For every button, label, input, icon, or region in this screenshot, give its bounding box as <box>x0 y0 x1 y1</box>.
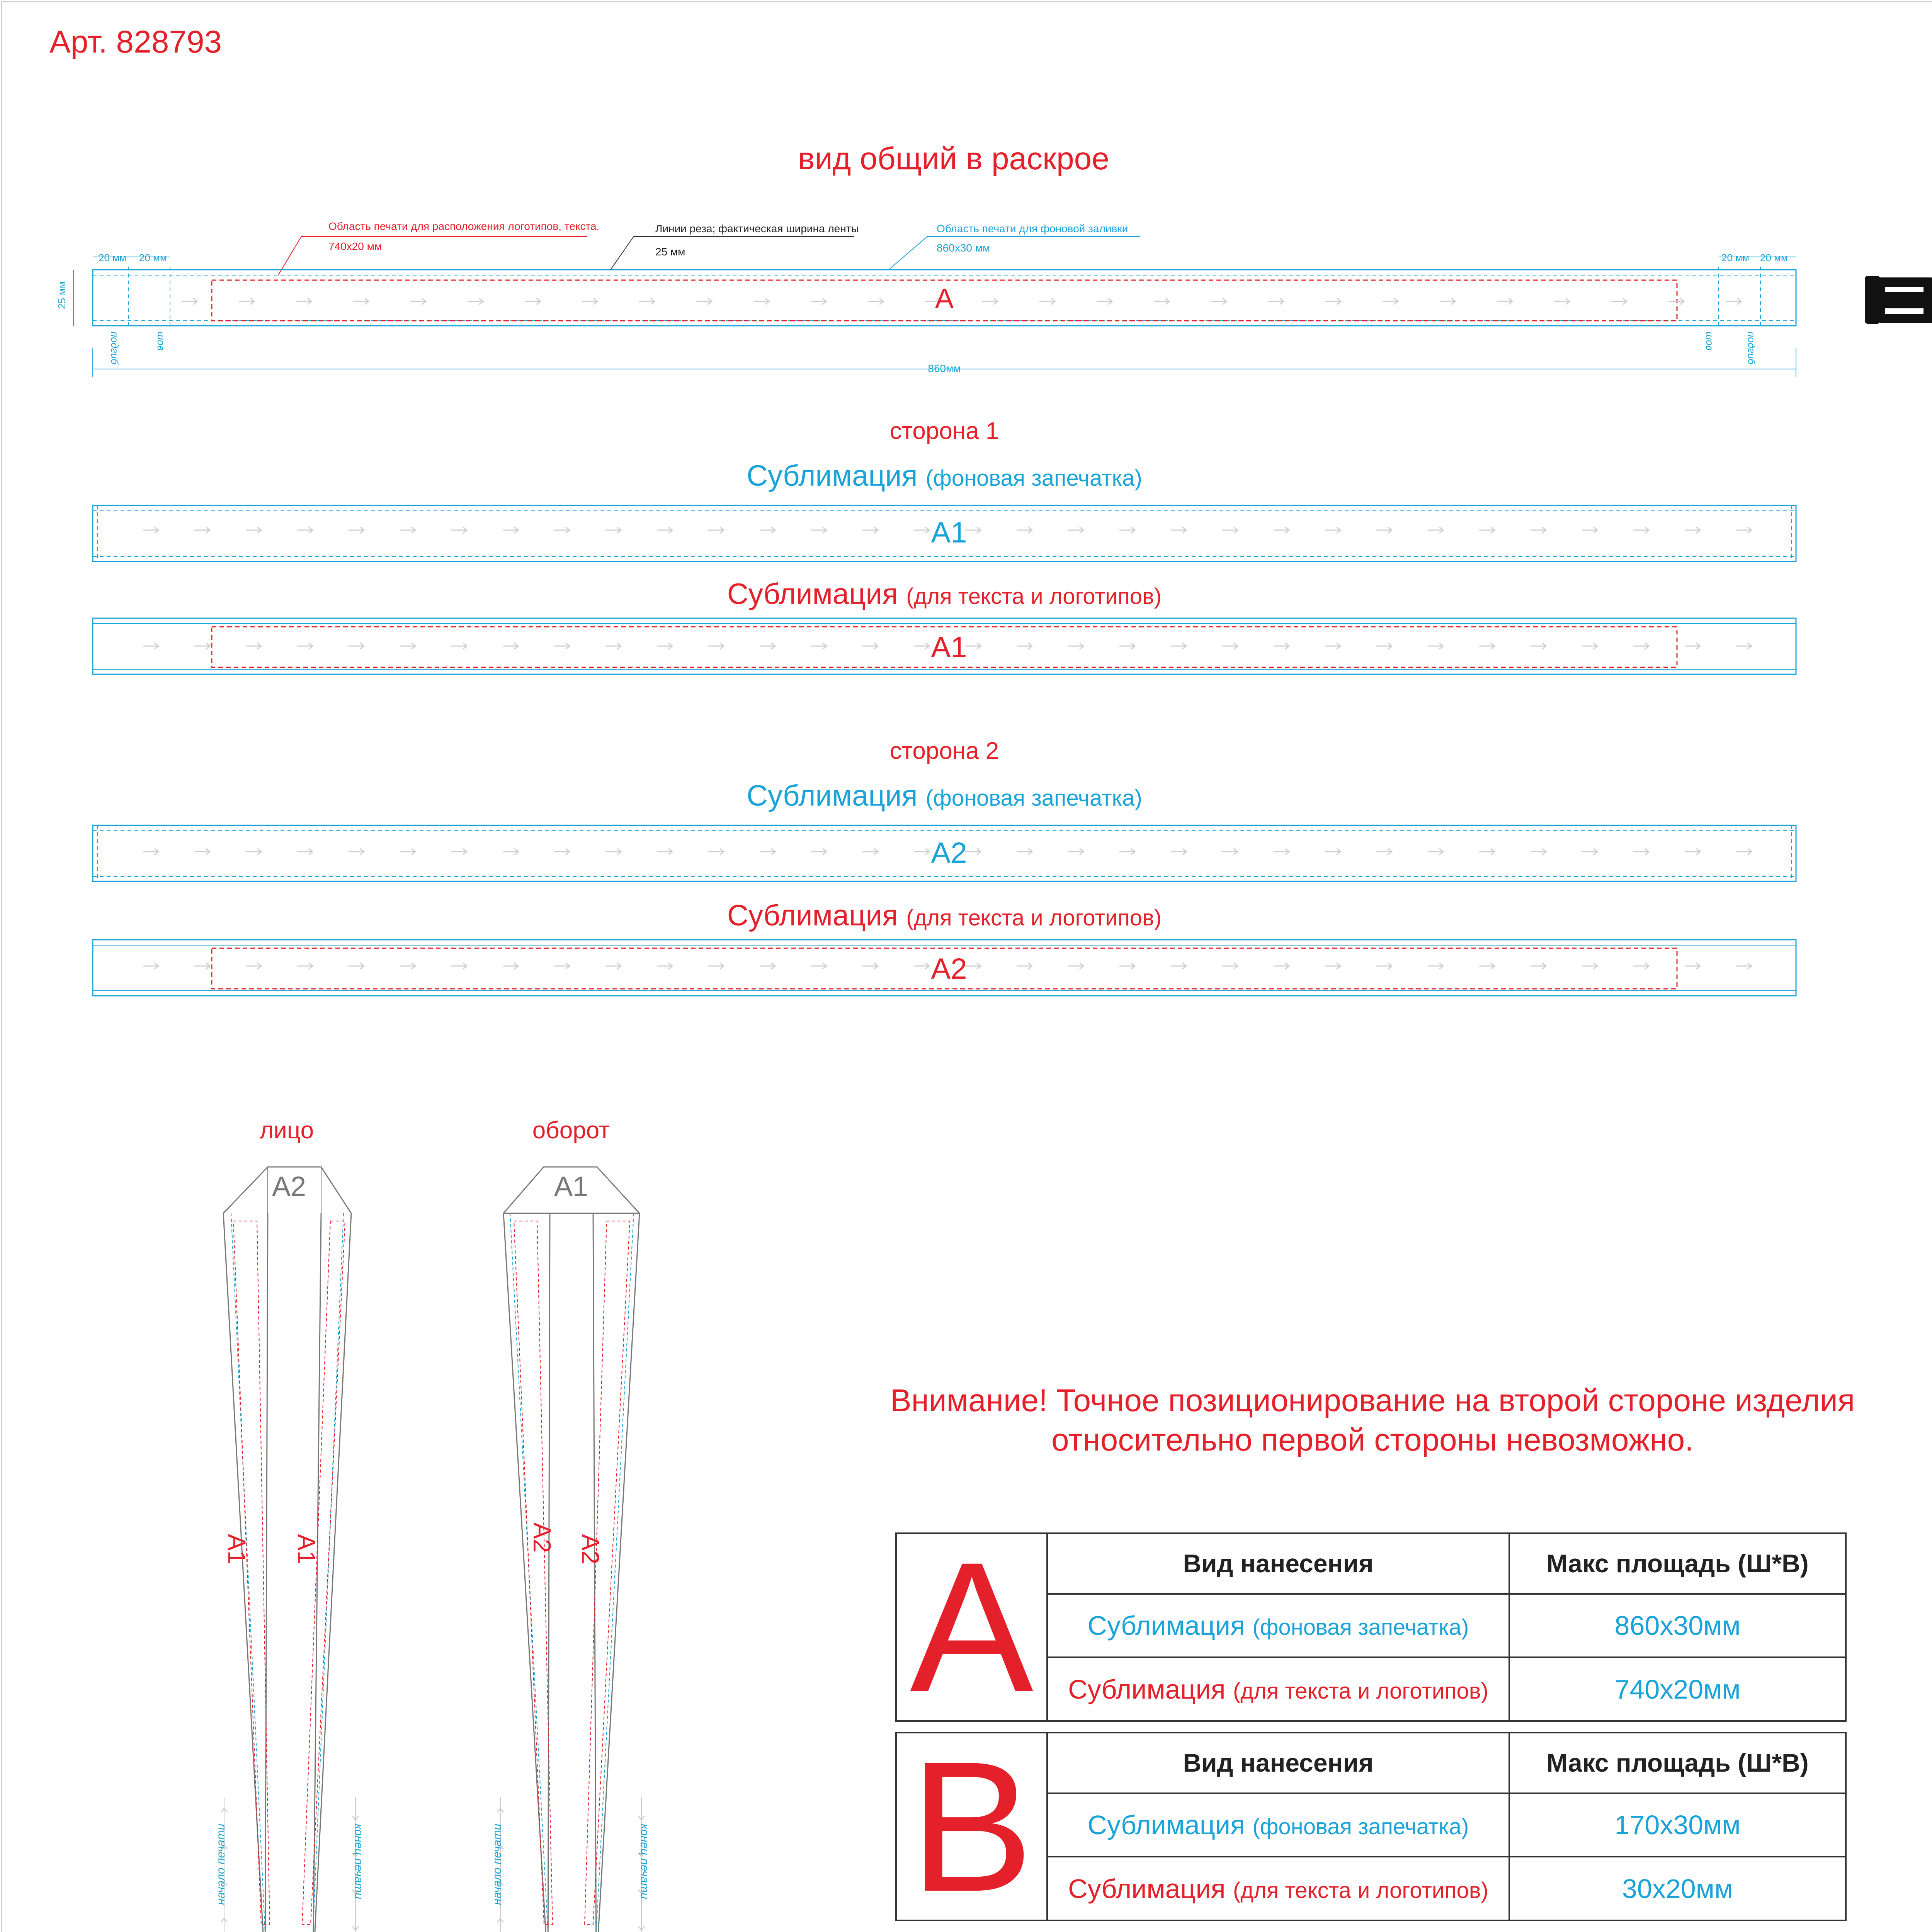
direction-arrow <box>1325 849 1340 855</box>
direction-arrow <box>451 849 467 855</box>
table-b-letter: B <box>896 1733 1047 1920</box>
direction-arrow <box>1531 527 1546 533</box>
direction-arrow <box>1171 849 1186 855</box>
side1-logo-zone: A1 <box>931 631 967 664</box>
table-a-row2-method-note: (для текста и логотипов) <box>1233 1678 1488 1704</box>
front-print-end: конец печати <box>352 1824 365 1899</box>
direction-arrow <box>400 527 415 533</box>
table-a-row2-method <box>1047 1657 1509 1721</box>
table-b-row1-area: 170x30мм <box>1509 1793 1846 1857</box>
table-b-row2-area: 30x20мм <box>1509 1857 1846 1920</box>
direction-arrow <box>194 963 210 969</box>
table-b-row2-method-name: Сублимация <box>1068 1873 1226 1904</box>
direction-arrow <box>657 643 672 649</box>
direction-arrow <box>194 849 210 855</box>
bg-size-note: 860x30 мм <box>937 242 990 254</box>
table-b-row1-method-note: (фоновая запечатка) <box>1252 1814 1469 1840</box>
seam-label-right: шов <box>1704 332 1716 351</box>
direction-arrow <box>1068 849 1083 855</box>
direction-arrow <box>143 849 158 855</box>
table-b-col-area: Макс площадь (Ш*В) <box>1509 1733 1846 1793</box>
direction-arrow <box>297 527 313 533</box>
direction-arrow <box>1154 298 1169 304</box>
direction-arrow <box>965 527 981 533</box>
tape-width-note: 25 мм <box>655 246 685 258</box>
table-b-row1-method <box>1047 1793 1509 1857</box>
notice-line2: относительно первой стороны невозможно. <box>1051 1422 1694 1458</box>
direction-arrow <box>914 963 929 969</box>
side1-bg-sub: (фоновая запечатка) <box>925 466 1142 491</box>
side1-bg-heading <box>747 459 1142 493</box>
direction-arrow <box>1736 643 1752 649</box>
direction-arrow <box>1068 643 1083 649</box>
direction-arrow <box>1582 963 1597 969</box>
dim-20-d: 20 мм <box>1760 252 1788 264</box>
direction-arrow <box>811 527 827 533</box>
direction-arrow <box>246 849 261 855</box>
side1-title: сторона 1 <box>889 418 999 444</box>
direction-arrow <box>1274 849 1289 855</box>
side1-logo-sub: (для текста и логотипов) <box>906 584 1162 609</box>
spec-table-a <box>895 1523 1847 1731</box>
side2-bg-zone: A2 <box>931 837 967 869</box>
direction-arrow <box>194 527 210 533</box>
direction-arrow <box>1611 298 1627 304</box>
direction-arrow <box>1017 643 1032 649</box>
side2-logo-title: Сублимация <box>727 899 898 932</box>
dim-20-c: 20 мм <box>1721 252 1749 264</box>
direction-arrow <box>349 963 364 969</box>
direction-arrow <box>811 298 826 304</box>
length-dim: 860мм <box>928 362 961 374</box>
front-print-start: начало печати <box>214 1823 227 1905</box>
direction-arrow <box>1582 849 1597 855</box>
direction-arrow <box>143 527 158 533</box>
article-number: Арт. 828793 <box>49 24 222 60</box>
direction-arrow <box>1017 963 1032 969</box>
direction-arrow <box>1119 963 1135 969</box>
direction-arrow <box>503 643 518 649</box>
direction-arrow <box>605 643 621 649</box>
direction-arrow <box>246 643 261 649</box>
direction-arrow <box>1685 963 1700 969</box>
direction-arrow <box>451 963 467 969</box>
direction-arrow <box>1325 963 1340 969</box>
direction-arrow <box>1325 643 1340 649</box>
direction-arrow <box>862 849 878 855</box>
direction-arrow <box>708 527 724 533</box>
direction-arrow <box>143 643 158 649</box>
hem-label-right: подгиб <box>1746 332 1757 365</box>
side1-bg-zone: A1 <box>931 516 967 549</box>
direction-arrow <box>1268 298 1284 304</box>
direction-arrow <box>811 849 827 855</box>
direction-arrow <box>1171 643 1186 649</box>
direction-arrow <box>349 849 364 855</box>
direction-arrow <box>1531 643 1546 649</box>
direction-arrow <box>246 963 261 969</box>
direction-arrow <box>554 527 570 533</box>
side2-title: сторона 2 <box>889 738 999 764</box>
bg-area-note: Область печати для фоновой заливки <box>937 223 1128 235</box>
direction-arrow <box>1428 527 1443 533</box>
side2-logo-zone: A2 <box>931 952 967 985</box>
direction-arrow <box>297 963 313 969</box>
direction-arrow <box>353 298 369 304</box>
side2-bg-sub: (фоновая запечатка) <box>925 786 1142 811</box>
direction-arrow <box>451 643 467 649</box>
direction-arrow <box>246 527 261 533</box>
front-top-zone: A2 <box>272 1171 306 1202</box>
table-a-col-method: Вид нанесения <box>1047 1533 1509 1594</box>
direction-arrow <box>1633 963 1649 969</box>
direction-arrow <box>1211 298 1226 304</box>
notice-line1: Внимание! Точное позиционирование на второй стороне изделия <box>890 1383 1855 1418</box>
direction-arrow <box>862 527 878 533</box>
direction-arrow <box>1097 298 1112 304</box>
logo-size-note: 740x20 мм <box>328 240 382 252</box>
direction-arrow <box>1274 643 1289 649</box>
back-print-end: конец печати <box>638 1824 651 1899</box>
table-b-row2-method-note: (для текста и логотипов) <box>1233 1878 1488 1903</box>
direction-arrow <box>1222 527 1238 533</box>
direction-arrow <box>657 849 672 855</box>
direction-arrow <box>1428 963 1443 969</box>
side2-bg-heading <box>747 779 1142 813</box>
direction-arrow <box>696 298 712 304</box>
direction-arrow <box>1119 527 1135 533</box>
direction-arrow <box>1383 298 1398 304</box>
table-a-row1-area: 860x30мм <box>1509 1594 1846 1658</box>
direction-arrow <box>760 643 775 649</box>
direction-arrow <box>400 643 415 649</box>
direction-arrow <box>605 849 621 855</box>
direction-arrow <box>1376 849 1392 855</box>
direction-arrow <box>554 643 570 649</box>
direction-arrow <box>296 298 311 304</box>
direction-arrow <box>1554 298 1570 304</box>
hem-label-left: подгиб <box>109 332 121 365</box>
front-right-zone: A1 <box>293 1534 320 1565</box>
direction-arrow <box>1736 527 1752 533</box>
direction-arrow <box>1376 963 1392 969</box>
lanyard-back <box>500 1167 641 1932</box>
back-right-zone: A2 <box>577 1534 604 1565</box>
direction-arrow <box>1582 643 1597 649</box>
direction-arrow <box>760 963 775 969</box>
direction-arrow <box>1685 643 1700 649</box>
direction-arrow <box>1068 527 1083 533</box>
direction-arrow <box>1017 527 1032 533</box>
overview-title: вид общий в раскрое <box>798 141 1109 176</box>
direction-arrow <box>657 527 672 533</box>
back-top-zone: A1 <box>554 1171 588 1202</box>
direction-arrow <box>605 963 621 969</box>
direction-arrow <box>811 963 827 969</box>
direction-arrow <box>657 963 672 969</box>
side2-bg-title: Сублимация <box>747 779 918 812</box>
table-a-letter: A <box>896 1533 1047 1721</box>
zone-a-label: A <box>935 283 954 314</box>
logo-area-note: Область печати для расположения логотипов, текста. <box>328 220 600 232</box>
spec-table-b <box>895 1723 1847 1930</box>
direction-arrow <box>965 643 981 649</box>
height-dim: 25 мм <box>56 281 68 309</box>
direction-arrow <box>1119 643 1135 649</box>
direction-arrow <box>760 849 775 855</box>
direction-arrow <box>1726 298 1741 304</box>
direction-arrow <box>349 643 364 649</box>
direction-arrow <box>1531 963 1546 969</box>
dim-20-b: 20 мм <box>139 252 167 264</box>
direction-arrow <box>1222 643 1238 649</box>
direction-arrow <box>1531 849 1546 855</box>
direction-arrow <box>1479 643 1495 649</box>
direction-arrow <box>503 527 518 533</box>
direction-arrow <box>811 643 827 649</box>
direction-arrow <box>1068 963 1083 969</box>
table-a-row2-area: 740x20мм <box>1509 1657 1846 1721</box>
direction-arrow <box>1428 643 1443 649</box>
direction-arrow <box>143 963 158 969</box>
side1-logo-heading <box>727 577 1162 611</box>
direction-arrow <box>410 298 426 304</box>
back-print-start: начало печати <box>491 1823 503 1905</box>
table-b-col-method: Вид нанесения <box>1047 1733 1509 1793</box>
back-left-zone: A2 <box>528 1522 556 1553</box>
direction-arrow <box>1325 298 1341 304</box>
table-a-row1-method-name: Сублимация <box>1087 1611 1245 1641</box>
direction-arrow <box>1325 527 1340 533</box>
direction-arrow <box>182 298 197 304</box>
direction-arrow <box>1633 527 1649 533</box>
direction-arrow <box>1685 849 1700 855</box>
direction-arrow <box>914 849 929 855</box>
direction-arrow <box>914 643 929 649</box>
side1-logo-title: Сублимация <box>727 578 898 611</box>
direction-arrow <box>468 298 483 304</box>
direction-arrow <box>503 963 518 969</box>
direction-arrow <box>965 963 981 969</box>
direction-arrow <box>708 963 724 969</box>
table-a-row1-method-note: (фоновая запечатка) <box>1252 1615 1469 1640</box>
direction-arrow <box>1171 963 1186 969</box>
direction-arrow <box>400 849 415 855</box>
side1-bg-title: Сублимация <box>747 459 918 492</box>
direction-arrow <box>297 849 313 855</box>
direction-arrow <box>400 963 415 969</box>
direction-arrow <box>914 527 929 533</box>
back-title: оборот <box>532 1117 610 1144</box>
direction-arrow <box>1479 849 1495 855</box>
table-a-row2-method-name: Сублимация <box>1068 1674 1226 1704</box>
direction-arrow <box>1274 963 1289 969</box>
direction-arrow <box>753 298 769 304</box>
direction-arrow <box>965 849 981 855</box>
direction-arrow <box>1376 527 1392 533</box>
buckle-top <box>1865 276 1932 324</box>
direction-arrow <box>525 298 540 304</box>
direction-arrow <box>708 849 724 855</box>
direction-arrow <box>639 298 655 304</box>
direction-arrow <box>1582 527 1597 533</box>
front-title: лицо <box>259 1117 314 1144</box>
direction-arrow <box>982 298 998 304</box>
direction-arrow <box>451 527 467 533</box>
direction-arrow <box>1736 963 1752 969</box>
direction-arrow <box>1428 849 1443 855</box>
direction-arrow <box>554 963 570 969</box>
direction-arrow <box>1497 298 1512 304</box>
cut-lines-note: Линии реза; фактическая ширина ленты <box>655 223 859 235</box>
table-b-row2-method <box>1047 1857 1509 1920</box>
table-a-row1-method <box>1047 1594 1509 1658</box>
direction-arrow <box>1633 849 1649 855</box>
front-left-zone: A1 <box>223 1534 251 1565</box>
direction-arrow <box>1736 849 1752 855</box>
direction-arrow <box>708 643 724 649</box>
direction-arrow <box>239 298 254 304</box>
direction-arrow <box>1171 527 1186 533</box>
direction-arrow <box>605 527 621 533</box>
direction-arrow <box>760 527 775 533</box>
side2-logo-sub: (для текста и логотипов) <box>906 905 1162 930</box>
direction-arrow <box>1039 298 1055 304</box>
direction-arrow <box>1668 298 1684 304</box>
direction-arrow <box>1479 527 1495 533</box>
direction-arrow <box>1017 849 1032 855</box>
direction-arrow <box>1633 643 1649 649</box>
direction-arrow <box>1222 963 1238 969</box>
direction-arrow <box>582 298 597 304</box>
direction-arrow <box>554 849 570 855</box>
dim-20-a: 20 мм <box>99 252 126 264</box>
table-a-col-area: Макс площадь (Ш*В) <box>1509 1533 1846 1594</box>
direction-arrow <box>1685 527 1700 533</box>
direction-arrow <box>1222 849 1238 855</box>
direction-arrow <box>862 643 878 649</box>
direction-arrow <box>1376 643 1392 649</box>
side2-logo-heading <box>727 899 1162 932</box>
direction-arrow <box>297 643 313 649</box>
direction-arrow <box>1440 298 1455 304</box>
direction-arrow <box>1119 849 1135 855</box>
direction-arrow <box>349 527 364 533</box>
direction-arrow <box>194 643 210 649</box>
direction-arrow <box>1274 527 1289 533</box>
direction-arrow <box>862 963 878 969</box>
table-b-row1-method-name: Сублимация <box>1087 1810 1245 1840</box>
seam-label-left: шов <box>155 332 167 351</box>
direction-arrow <box>503 849 518 855</box>
direction-arrow <box>868 298 883 304</box>
direction-arrow <box>1479 963 1495 969</box>
